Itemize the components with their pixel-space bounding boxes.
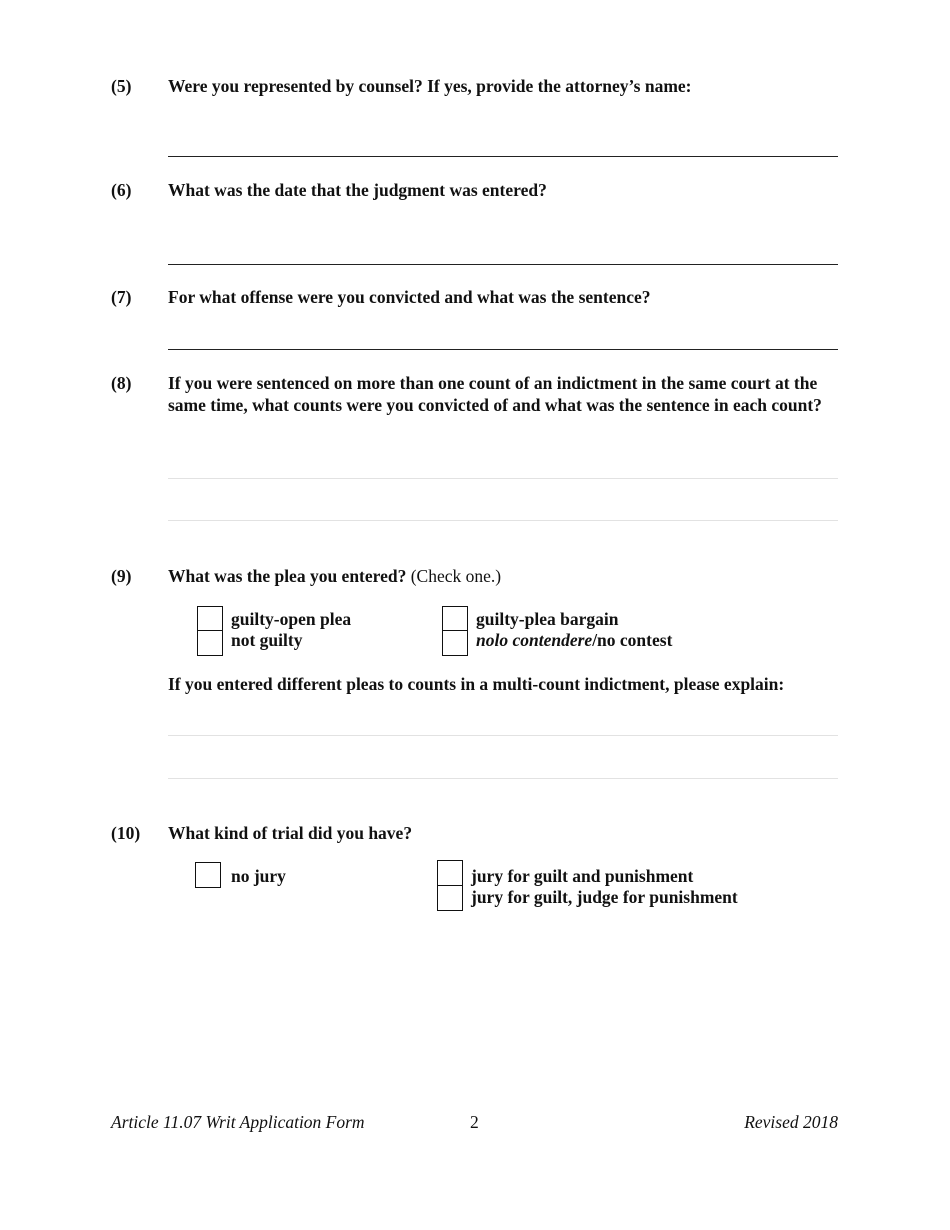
answer-line-9a[interactable] xyxy=(168,735,838,736)
question-9-text xyxy=(168,566,843,588)
question-6-number: (6) xyxy=(111,180,132,200)
question-8-text: If you were sentenced on more than one count of an indictment in the same court at the same time, what counts were you convicted of and what was the sentence in each count? xyxy=(168,373,822,415)
checkbox-nolo-contendere[interactable] xyxy=(442,630,468,656)
checkbox-no-jury[interactable] xyxy=(195,862,221,888)
option-jury-guilt-judge-punishment: jury for guilt, judge for punishment xyxy=(471,887,738,907)
nolo-italic-text: nolo contendere xyxy=(476,630,593,650)
question-6-text: What was the date that the judgment was entered? xyxy=(168,180,547,200)
question-8-number: (8) xyxy=(111,373,132,393)
answer-line-9b[interactable] xyxy=(168,778,838,779)
option-no-jury: no jury xyxy=(231,866,286,886)
question-10-number: (10) xyxy=(111,823,141,843)
option-guilty-plea-bargain: guilty-plea bargain xyxy=(476,609,619,629)
footer-page-number: 2 xyxy=(470,1112,479,1132)
answer-line-5[interactable] xyxy=(168,156,838,157)
question-5-number: (5) xyxy=(111,76,132,96)
nolo-rest-text: /no contest xyxy=(592,630,673,650)
answer-line-7[interactable] xyxy=(168,349,838,350)
question-10-text: What kind of trial did you have? xyxy=(168,823,413,843)
checkbox-jury-guilt-and-punishment[interactable] xyxy=(437,860,463,886)
option-guilty-open-plea: guilty-open plea xyxy=(231,609,352,629)
question-9-number: (9) xyxy=(111,566,132,586)
question-9-label: What was the plea you entered? xyxy=(168,566,407,586)
option-jury-guilt-and-punishment: jury for guilt and punishment xyxy=(471,866,694,886)
option-nolo-contendere xyxy=(476,630,672,651)
question-9-followup: If you entered different pleas to counts in a multi-count indictment, please explain: xyxy=(168,674,785,694)
answer-line-8b[interactable] xyxy=(168,520,838,521)
question-5-text: Were you represented by counsel? If yes, provide the attorney’s name: xyxy=(168,76,692,96)
footer-form-title: Article 11.07 Writ Application Form xyxy=(111,1112,365,1132)
checkbox-not-guilty[interactable] xyxy=(197,630,223,656)
checkbox-guilty-plea-bargain[interactable] xyxy=(442,606,468,632)
footer-revision: Revised 2018 xyxy=(744,1112,838,1132)
question-9-hint: (Check one.) xyxy=(410,566,502,586)
checkbox-guilty-open-plea[interactable] xyxy=(197,606,223,632)
question-7-number: (7) xyxy=(111,287,132,307)
answer-line-8a[interactable] xyxy=(168,478,838,479)
checkbox-jury-guilt-judge-punishment[interactable] xyxy=(437,885,463,911)
question-7-text: For what offense were you convicted and what was the sentence? xyxy=(168,287,651,307)
answer-line-6[interactable] xyxy=(168,264,838,265)
option-not-guilty: not guilty xyxy=(231,630,303,650)
